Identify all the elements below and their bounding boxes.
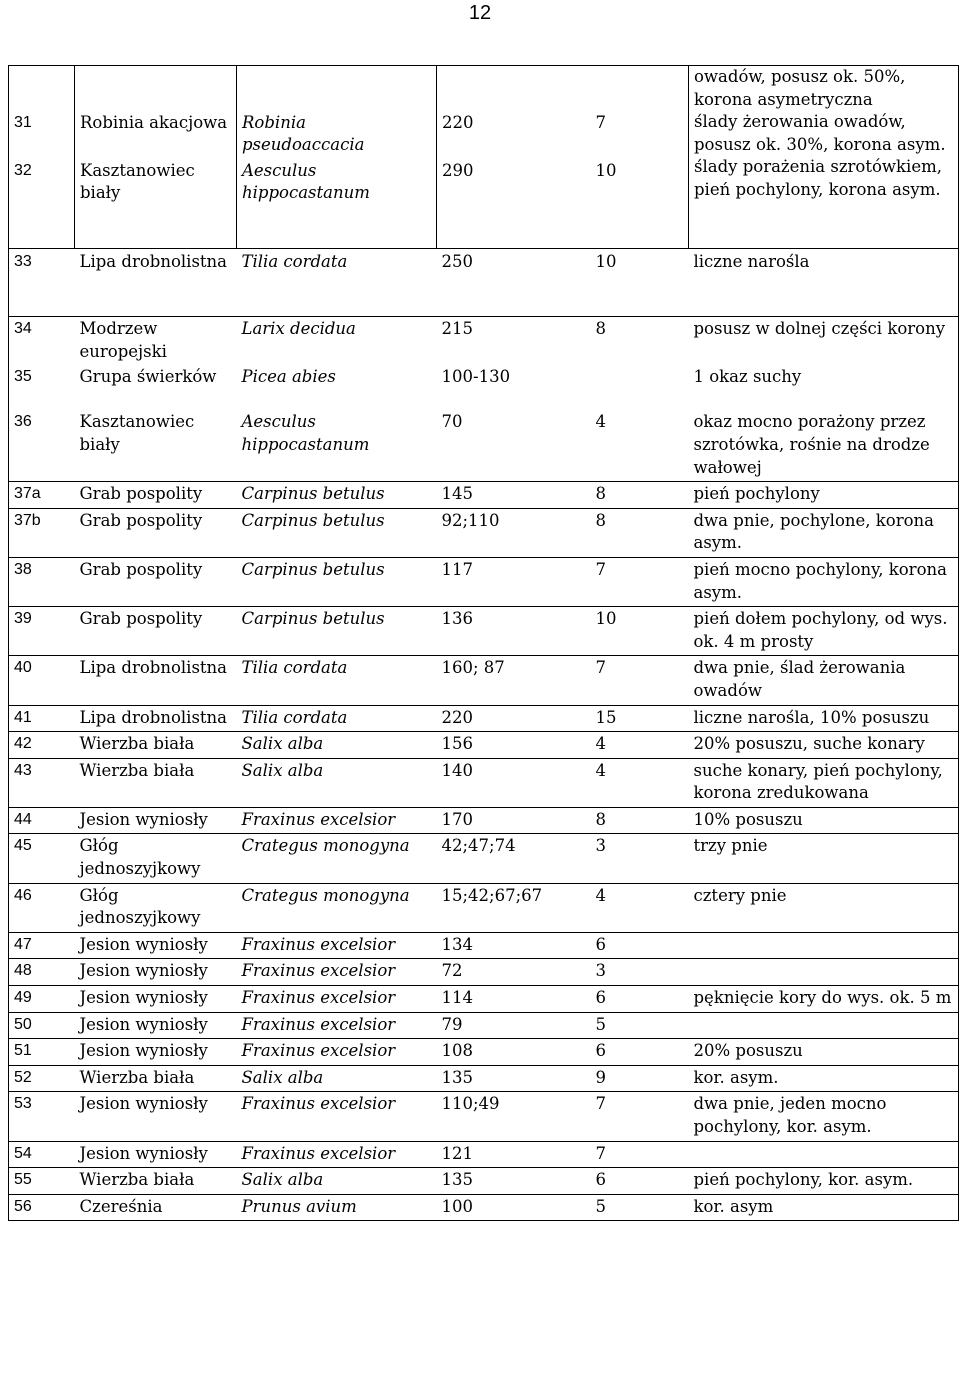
notes: trzy pnie <box>689 834 959 883</box>
circumference: 250 <box>437 249 591 317</box>
latin-name: Tilia cordata <box>237 705 437 732</box>
row-number: 32 <box>9 159 75 249</box>
latin-name: Aesculus hippocastanum <box>241 412 370 454</box>
polish-name: Głóg jednoszyjkowy <box>75 834 237 883</box>
row-number: 36 <box>9 410 75 481</box>
polish-name: Wierzba biała <box>75 758 237 807</box>
table-row <box>9 656 959 705</box>
row-number: 56 <box>9 1194 75 1221</box>
latin-name: Fraxinus excelsior <box>237 1141 437 1168</box>
notes: suche konary, pień pochylony, korona zredukowana <box>689 758 959 807</box>
latin-name: Carpinus betulus <box>237 482 437 509</box>
notes-merged-cell <box>689 66 959 249</box>
circumference: 15;42;67;67 <box>437 883 591 932</box>
polish-name: Robinia akacjowa <box>75 88 237 159</box>
row-number: 41 <box>9 705 75 732</box>
circumference: 156 <box>437 732 591 759</box>
height: 8 <box>591 317 689 366</box>
height: 7 <box>591 1141 689 1168</box>
latin-name: Fraxinus excelsior <box>237 1092 437 1141</box>
table-row <box>9 1039 959 1066</box>
notes: liczne narośla, 10% posuszu <box>689 705 959 732</box>
table-row <box>9 1092 959 1141</box>
polish-name: Jesion wyniosły <box>75 1092 237 1141</box>
table-row <box>9 1012 959 1039</box>
notes: dwa pnie, ślad żerowania owadów <box>689 656 959 705</box>
polish-name: Wierzba biała <box>75 1168 237 1195</box>
polish-name: Lipa drobnolistna <box>75 705 237 732</box>
table-row <box>9 758 959 807</box>
notes <box>689 932 959 959</box>
polish-name: Lipa drobnolistna <box>75 656 237 705</box>
height: 7 <box>595 112 606 132</box>
table-row <box>9 1065 959 1092</box>
table-row <box>9 1168 959 1195</box>
height: 15 <box>591 705 689 732</box>
latin-name: Carpinus betulus <box>237 508 437 557</box>
circumference: 170 <box>437 807 591 834</box>
polish-name: Jesion wyniosły <box>75 1039 237 1066</box>
circumference: 160; 87 <box>437 656 591 705</box>
continued-note: owadów, posusz ok. 50%, korona asymetryczna <box>694 67 906 109</box>
row-number: 45 <box>9 834 75 883</box>
table-body <box>9 66 959 1221</box>
row-number: 48 <box>9 959 75 986</box>
height: 4 <box>591 732 689 759</box>
notes: kor. asym <box>689 1194 959 1221</box>
table-row <box>9 932 959 959</box>
circumference: 134 <box>437 932 591 959</box>
circumference: 215 <box>437 317 591 366</box>
latin-name: Robinia pseudoaccacia <box>237 88 437 159</box>
polish-name: Głóg jednoszyjkowy <box>75 883 237 932</box>
latin-name: Fraxinus excelsior <box>237 986 437 1013</box>
circumference: 117 <box>437 557 591 606</box>
notes: pień pochylony <box>689 482 959 509</box>
row-number: 42 <box>9 732 75 759</box>
row-number: 47 <box>9 932 75 959</box>
table-row <box>9 732 959 759</box>
latin-name: Fraxinus excelsior <box>237 807 437 834</box>
height: 7 <box>591 1092 689 1141</box>
row-number: 35 <box>9 365 75 410</box>
row-number: 53 <box>9 1092 75 1141</box>
row-number: 33 <box>9 249 75 317</box>
notes: okaz mocno porażony przez szrotówka, rośnie na drodze wałowej <box>689 410 959 481</box>
circumference: 70 <box>441 412 463 432</box>
table-row <box>9 365 959 410</box>
polish-name: Grupa świerków <box>79 367 217 387</box>
latin-name: Salix alba <box>237 1168 437 1195</box>
latin-name: Fraxinus excelsior <box>237 1039 437 1066</box>
height: 10 <box>591 249 689 317</box>
row-number: 40 <box>9 656 75 705</box>
height <box>591 365 689 410</box>
table-row <box>9 1194 959 1221</box>
notes: pień pochylony, kor. asym. <box>689 1168 959 1195</box>
notes: 20% posuszu, suche konary <box>689 732 959 759</box>
row-number: 46 <box>9 883 75 932</box>
polish-name: Jesion wyniosły <box>75 807 237 834</box>
table-row <box>9 1141 959 1168</box>
table-row <box>9 249 959 317</box>
latin-name: Larix decidua <box>237 317 437 366</box>
row-number: 38 <box>9 557 75 606</box>
height: 3 <box>591 959 689 986</box>
table-row <box>9 986 959 1013</box>
latin-name: Salix alba <box>237 1065 437 1092</box>
latin-name: Salix alba <box>237 732 437 759</box>
latin-name: Fraxinus excelsior <box>237 932 437 959</box>
row-number: 39 <box>9 607 75 656</box>
height: 6 <box>591 1168 689 1195</box>
polish-name: Grab pospolity <box>75 482 237 509</box>
latin-name: Crategus monogyna <box>237 883 437 932</box>
polish-name: Jesion wyniosły <box>75 1012 237 1039</box>
polish-name: Jesion wyniosły <box>75 1141 237 1168</box>
circumference: 108 <box>437 1039 591 1066</box>
row-number: 37b <box>9 508 75 557</box>
row-number: 44 <box>9 807 75 834</box>
polish-name: Jesion wyniosły <box>75 932 237 959</box>
circumference: 72 <box>437 959 591 986</box>
circumference: 110;49 <box>437 1092 591 1141</box>
row-number: 34 <box>9 317 75 366</box>
notes <box>689 959 959 986</box>
table-row <box>9 557 959 606</box>
table-row-top-continuation <box>9 66 959 88</box>
polish-name: Czereśnia <box>75 1194 237 1221</box>
notes: liczne narośla <box>689 249 959 317</box>
height: 6 <box>591 986 689 1013</box>
circumference: 220 <box>437 88 591 159</box>
latin-name: Fraxinus excelsior <box>237 1012 437 1039</box>
notes: 1 okaz suchy <box>689 365 959 410</box>
polish-name: Jesion wyniosły <box>75 986 237 1013</box>
row-number: 52 <box>9 1065 75 1092</box>
polish-name: Lipa drobnolistna <box>75 249 237 317</box>
height: 7 <box>591 656 689 705</box>
circumference: 145 <box>437 482 591 509</box>
latin-name: Tilia cordata <box>237 249 437 317</box>
polish-name: Kasztanowiec biały <box>79 412 195 454</box>
polish-name: Grab pospolity <box>75 607 237 656</box>
polish-name: Jesion wyniosły <box>75 959 237 986</box>
notes: kor. asym. <box>689 1065 959 1092</box>
tree-inventory-table <box>8 65 959 1221</box>
height: 3 <box>591 834 689 883</box>
height: 10 <box>591 159 689 249</box>
height: 4 <box>591 758 689 807</box>
table-row <box>9 508 959 557</box>
circumference: 135 <box>437 1065 591 1092</box>
note-31: ślady żerowania owadów, posusz ok. 30%, korona asym. <box>694 112 946 154</box>
latin-name: Picea abies <box>241 367 336 387</box>
height: 5 <box>591 1194 689 1221</box>
latin-name: Prunus avium <box>237 1194 437 1221</box>
circumference: 121 <box>437 1141 591 1168</box>
circumference: 100 <box>437 1194 591 1221</box>
notes: posusz w dolnej części korony <box>689 317 959 366</box>
table-row <box>9 482 959 509</box>
circumference: 220 <box>437 705 591 732</box>
page-number: 12 <box>468 2 492 24</box>
circumference: 79 <box>437 1012 591 1039</box>
polish-name: Grab pospolity <box>75 508 237 557</box>
notes: cztery pnie <box>689 883 959 932</box>
polish-name: Kasztanowiec biały <box>75 159 237 249</box>
polish-name: Grab pospolity <box>75 557 237 606</box>
height: 4 <box>595 412 606 432</box>
latin-name: Tilia cordata <box>237 656 437 705</box>
latin-name: Salix alba <box>237 758 437 807</box>
circumference: 100-130 <box>441 367 511 387</box>
row-number: 54 <box>9 1141 75 1168</box>
latin-name: Crategus monogyna <box>237 834 437 883</box>
circumference: 92;110 <box>437 508 591 557</box>
notes: dwa pnie, pochylone, korona asym. <box>689 508 959 557</box>
row-number: 55 <box>9 1168 75 1195</box>
circumference: 135 <box>437 1168 591 1195</box>
circumference: 42;47;74 <box>437 834 591 883</box>
circumference: 140 <box>437 758 591 807</box>
polish-name: Wierzba biała <box>75 732 237 759</box>
height: 8 <box>591 482 689 509</box>
row-number: 50 <box>9 1012 75 1039</box>
notes <box>689 1012 959 1039</box>
circumference: 114 <box>437 986 591 1013</box>
height: 10 <box>591 607 689 656</box>
height: 5 <box>591 1012 689 1039</box>
table-row <box>9 317 959 366</box>
notes: pień dołem pochylony, od wys. ok. 4 m prosty <box>689 607 959 656</box>
circumference: 136 <box>437 607 591 656</box>
row-number: 49 <box>9 986 75 1013</box>
notes: 10% posuszu <box>689 807 959 834</box>
polish-name: Wierzba biała <box>75 1065 237 1092</box>
notes: 20% posuszu <box>689 1039 959 1066</box>
table-row <box>9 410 959 481</box>
note-32: ślady porażenia szrotówkiem, pień pochylony, korona asym. <box>694 157 942 199</box>
table-row <box>9 834 959 883</box>
notes: pęknięcie kory do wys. ok. 5 m <box>689 986 959 1013</box>
notes <box>689 1141 959 1168</box>
latin-name: Carpinus betulus <box>237 557 437 606</box>
latin-name: Fraxinus excelsior <box>237 959 437 986</box>
table-row <box>9 883 959 932</box>
polish-name: Modrzew europejski <box>75 317 237 366</box>
row-number: 51 <box>9 1039 75 1066</box>
row-number: 43 <box>9 758 75 807</box>
latin-name: Carpinus betulus <box>237 607 437 656</box>
circumference: 290 <box>437 159 591 249</box>
height: 6 <box>591 932 689 959</box>
height: 6 <box>591 1039 689 1066</box>
notes: pień mocno pochylony, korona asym. <box>689 557 959 606</box>
height: 9 <box>591 1065 689 1092</box>
height: 8 <box>591 508 689 557</box>
row-number: 31 <box>9 88 75 159</box>
latin-name: Aesculus hippocastanum <box>237 159 437 249</box>
height: 4 <box>591 883 689 932</box>
notes: dwa pnie, jeden mocno pochylony, kor. asym. <box>689 1092 959 1141</box>
table-row <box>9 807 959 834</box>
height: 8 <box>591 807 689 834</box>
table-row <box>9 607 959 656</box>
height: 7 <box>591 557 689 606</box>
table-row <box>9 959 959 986</box>
row-number: 37a <box>9 482 75 509</box>
table-row <box>9 705 959 732</box>
